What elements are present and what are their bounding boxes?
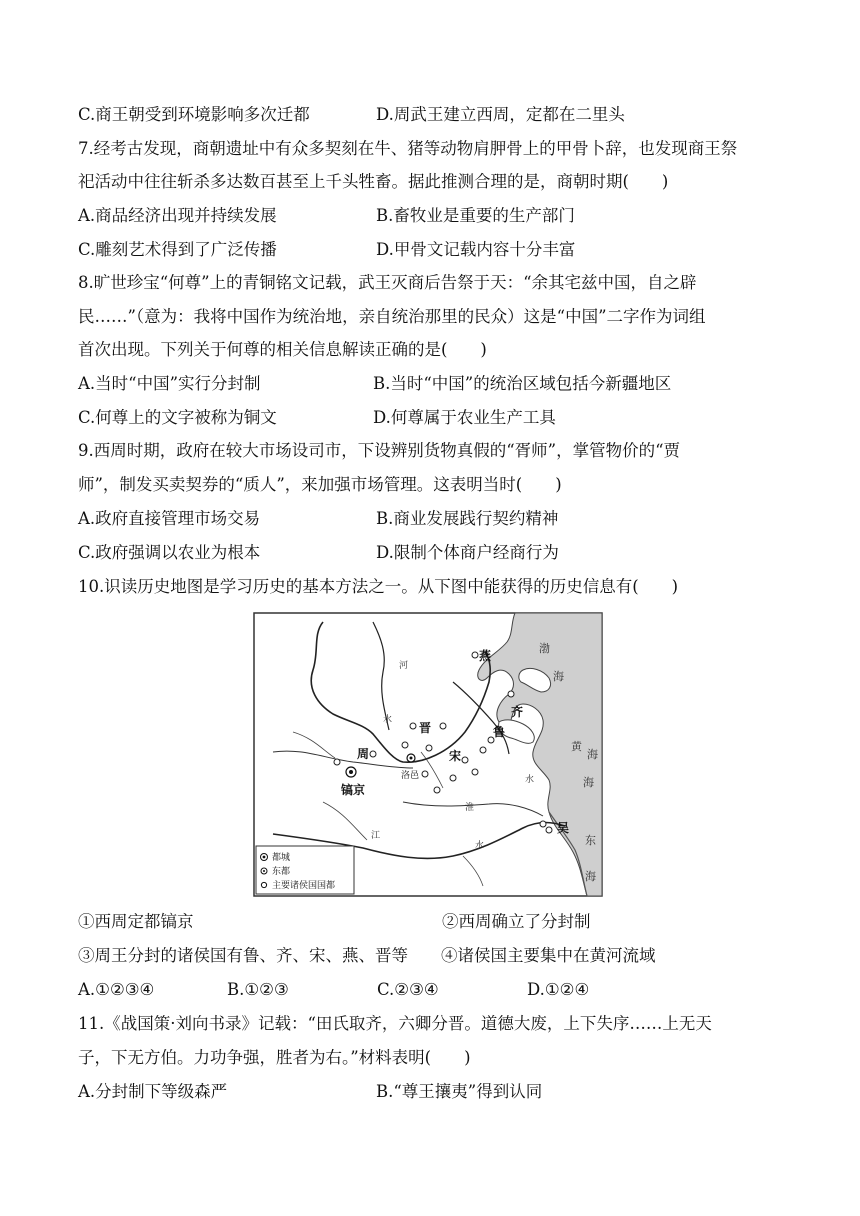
q11-option-b: B.“尊王攘夷”得到认同 [376,1082,543,1101]
label-river-huai: 淮 [465,803,475,813]
q8-option-b: B.当时“中国”的统治区域包括今新疆地区 [373,374,672,393]
label-river-shui1: 水 [383,715,393,725]
q8-option-d: D.何尊属于农业生产工具 [373,408,556,427]
legend-capital: 都城 [272,853,291,863]
q7-stem-line1: 7.经考古发现，商朝遗址中有众多契刻在牛、猪等动物肩胛骨上的甲骨卜辞，也发现商王祭 [78,139,738,158]
q10-statement-2: ②西周确立了分封制 [442,912,591,931]
q10-statement-4: ④诸侯国主要集中在黄河流域 [441,946,656,965]
q8-option-c: C.何尊上的文字被称为铜文 [78,408,277,427]
q10-option-a: A.①②③④ [78,980,155,999]
label-luoyi: 洛邑 [401,771,420,781]
label-sea-hai4: 海 [585,870,596,883]
legend-eastern-capital: 东都 [272,867,291,877]
q7-stem-line2: 祀活动中往往斩杀多达数百甚至上千头牲畜。据此推测合理的是，商朝时期( ) [78,172,669,191]
q11-option-a: A.分封制下等级森严 [78,1082,228,1101]
label-sea-hai3: 海 [583,776,594,789]
label-sea-huang: 黄 [571,740,582,753]
q8-option-a: A.当时“中国”实行分封制 [78,374,261,393]
q10-option-c: C.②③④ [377,980,439,999]
q11-stem-line2: 子，下无方伯。力功争强，胜者为右。”材料表明( ) [78,1048,471,1067]
label-sea-bo: 渤 [539,642,550,655]
label-sea-hai2: 海 [587,748,598,761]
q8-stem-line3: 首次出现。下列关于何尊的相关信息解读正确的是( ) [78,340,487,359]
label-river-jiang: 江 [371,831,381,841]
q10-stem: 10.识读历史地图是学习历史的基本方法之一。从下图中能获得的历史信息有( ) [78,577,679,596]
label-jin: 晋 [419,721,432,735]
label-yan: 燕 [479,649,492,663]
q9-option-c: C.政府强调以农业为根本 [78,543,261,562]
label-song: 宋 [449,749,462,763]
q10-statement-1: ①西周定都镐京 [78,912,194,931]
q9-option-a: A.政府直接管理市场交易 [78,509,261,528]
q10-option-d: D.①②④ [527,980,590,999]
q8-stem-line2: 民……”（意为：我将中国作为统治地，亲自统治那里的民众）这是“中国”二字作为词组 [78,307,706,326]
q11-stem-line1: 11.《战国策·刘向书录》记载：“田氏取齐，六卿分晋。道德大废，上下失序……上无天 [78,1014,712,1033]
q7-option-a: A.商品经济出现并持续发展 [78,206,277,225]
q9-stem-line1: 9.西周时期，政府在较大市场设司市，下设辨别货物真假的“胥师”，掌管物价的“贾 [78,441,681,460]
label-river-shui3: 水 [475,841,485,851]
q9-stem-line2: 师”，制发买卖契券的“质人”，来加强市场管理。这表明当时( ) [78,475,562,494]
q7-option-d: D.甲骨文记载内容十分丰富 [376,240,576,259]
q10-option-b: B.①②③ [227,980,289,999]
q9-option-b: B.商业发展践行契约精神 [376,509,559,528]
label-river-shui2: 水 [525,775,535,785]
q6-option-c: C.商王朝受到环境影响多次迁都 [78,105,310,124]
q7-option-b: B.畜牧业是重要的生产部门 [376,206,575,225]
label-haojing: 镐京 [341,783,366,797]
q10-statement-3: ③周王分封的诸侯国有鲁、齐、宋、燕、晋等 [78,946,408,965]
label-wu: 吴 [557,821,570,835]
label-sea-dong: 东 [585,834,596,847]
q7-option-c: C.雕刻艺术得到了广泛传播 [78,240,277,259]
western-zhou-map [253,612,603,897]
q6-option-d: D.周武王建立西周，定都在二里头 [376,105,625,124]
label-lu: 鲁 [493,725,506,739]
label-zhou: 周 [357,747,370,761]
label-river-he: 河 [399,661,409,671]
legend-vassal-capital: 主要诸侯国国都 [272,881,336,891]
label-qi: 齐 [511,705,524,719]
q9-option-d: D.限制个体商户经商行为 [376,543,559,562]
label-sea-hai1: 海 [553,670,564,683]
q8-stem-line1: 8.旷世珍宝“何尊”上的青铜铭文记载，武王灭商后告祭于天：“余其宅兹中国，自之辟 [78,273,697,292]
